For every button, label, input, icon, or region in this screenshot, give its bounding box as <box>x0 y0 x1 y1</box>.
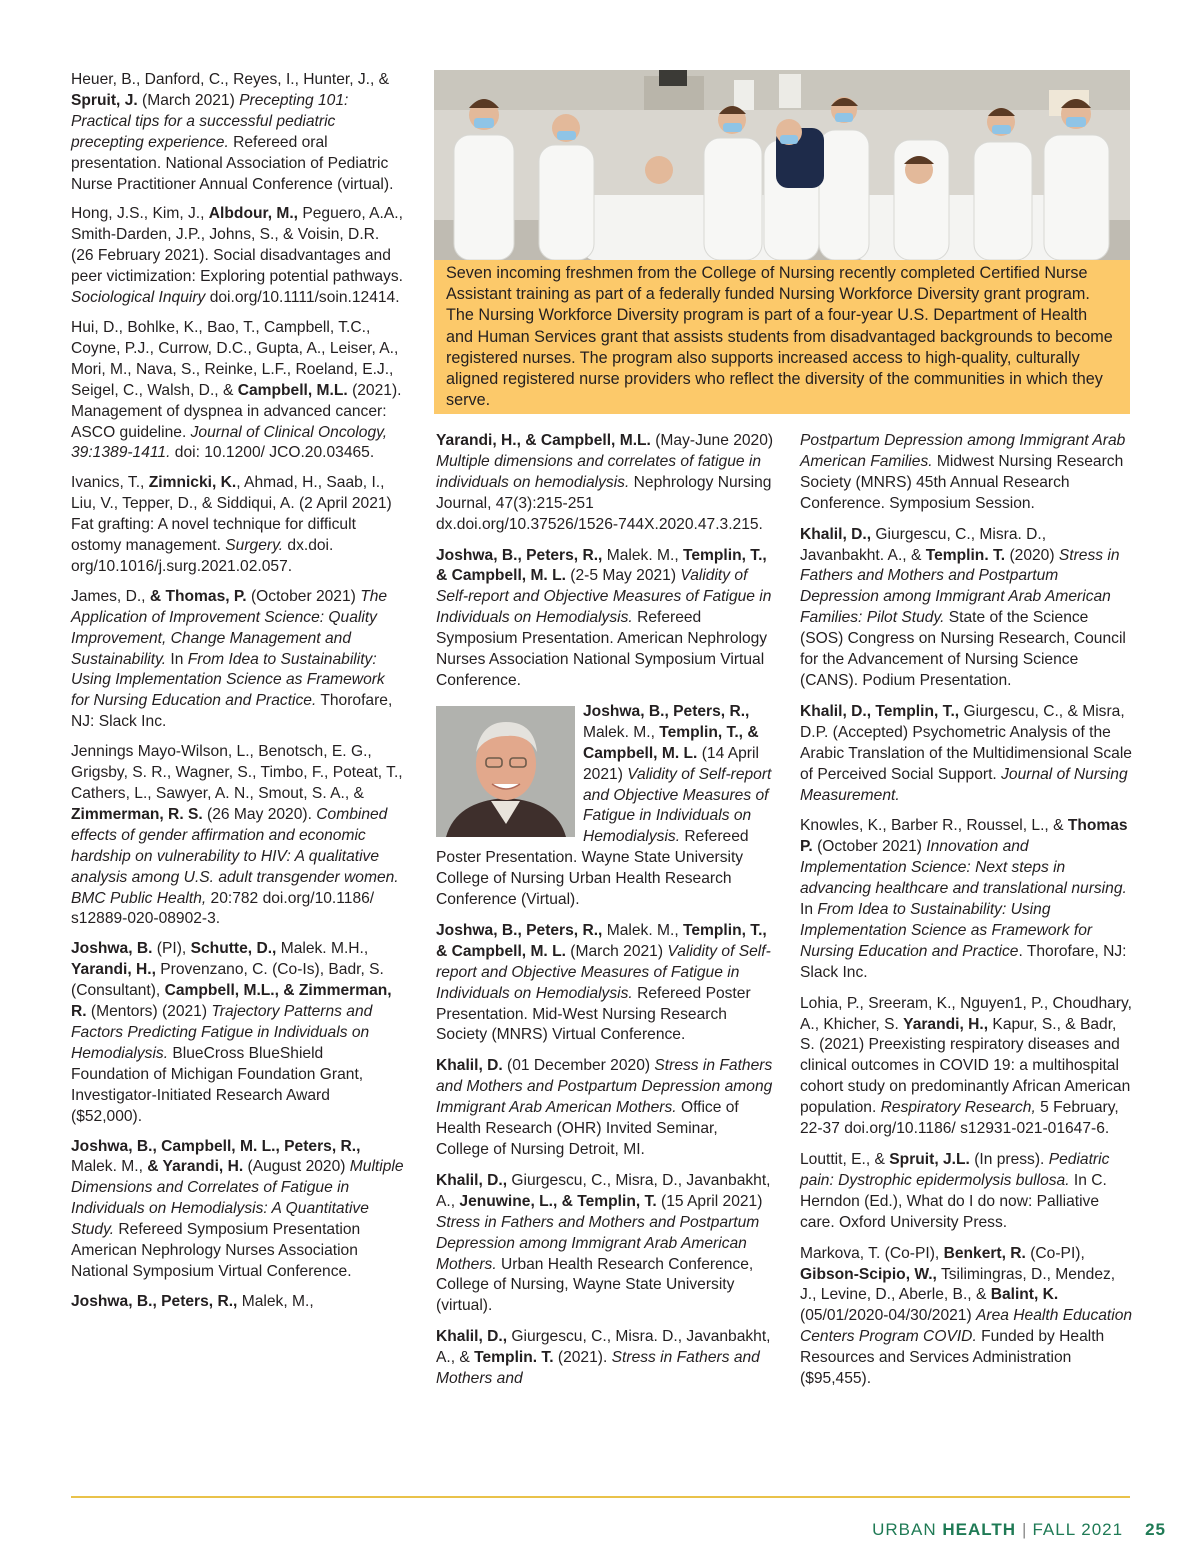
reference-entry: Khalil, D., Giurgescu, C., Misra, D., Javanbakht, A., Jenuwine, L., & Templin, T. (15 April 2021) Stress in Fathers and Mothers and Postpartum Depression among Immigrant Arab American Mothers. Urban Health Research Conference, College of Nursing, Wayne State University (virtual). <box>436 1171 771 1315</box>
reference-entry: Knowles, K., Barber R., Roussel, L., & Thomas P. (October 2021) Innovation and Implementation Science: Next steps in advancing healthcare and translational nursing. In From Idea to Sustainability: Using Implementation Science as Framework for Nursing Education and Practice. Thorofare, NJ: Slack Inc. <box>800 817 1128 981</box>
reference-entry: Lohia, P., Sreeram, K., Nguyen1, P., Choudhary, A., Khicher, S. Yarandi, H., Kapur, S., & Badr, S. (2021) Preexisting respiratory diseases and clinical outcomes in COVID 19: a multihospital cohort study on predominantly African American population. Respiratory Research, 5 February, 22-37 doi.org/10.1186/ s12931-021-01647-6. <box>800 994 1132 1138</box>
page-footer <box>872 1520 1166 1540</box>
reference-entry: Louttit, E., & Spruit, J.L. (In press). Pediatric pain: Dystrophic epidermolysis bullosa. In C. Herndon (Ed.), What do I do now: Palliative care. Oxford University Press. <box>800 1151 1110 1231</box>
reference-entry: Khalil, D. (01 December 2020) Stress in Fathers and Mothers and Postpartum Depression among Immigrant Arab American Mothers. Office of Health Research (OHR) Invited Seminar, College of Nursing Detroit, MI. <box>436 1057 773 1158</box>
left-column <box>71 70 405 1322</box>
reference-entry: Hui, D., Bohlke, K., Bao, T., Campbell, T.C., Coyne, P.J., Currow, D.C., Gupta, A., Leiser, A., Mori, M., Nava, S., Reinke, L.F., Roeland, E.J., Seigel, C., Walsh, D., & Campbell, M.L. (2021). Management of dyspnea in advanced cancer: ASCO guideline. Journal of Clinical Oncology, 39:1389-1411. doi: 10.1200/ JCO.20.03465. <box>71 318 402 462</box>
right-column <box>800 431 1134 1400</box>
reference-entry: Hong, J.S., Kim, J., Albdour, M., Peguero, A.A., Smith-Darden, J.P., Johns, S., & Voisin, D.R. (26 February 2021). Social disadvantages and peer victimization: Exploring potential pathways. Sociological Inquiry doi.org/10.1111/soin.12414. <box>71 205 403 307</box>
page-number: 25 <box>1145 1520 1166 1539</box>
reference-entry: Joshwa, B., Peters, R., Malek. M., Templin, T., & Campbell, M. L. (March 2021) Validity of Self-report and Objective Measures of Fatigue in Individuals on Hemodialysis. Refereed Poster Presentation. Mid-West Nursing Research Society (MNRS) Virtual Conference. <box>436 921 771 1044</box>
group-photo <box>434 70 1130 260</box>
reference-entry: Khalil, D., Giurgescu, C., Misra. D., Javanbakht. A., & Templin. T. (2020) Stress in Fathers and Mothers and Postpartum Depression among Immigrant Arab American Families: Pilot Study. State of the Science (SOS) Congress on Nursing Research, Council for the Advancement of Nursing Science (CANS). Podium Presentation. <box>800 525 1126 689</box>
reference-entry: Joshwa, B., Campbell, M. L., Peters, R., Malek. M., & Yarandi, H. (August 2020) Multiple Dimensions and Correlates of Fatigue in Individuals on Hemodialysis: A Quantitative Study. Refereed Symposium Presentation American Nephrology Nurses Association National Symposium Virtual Conference. <box>71 1137 404 1280</box>
reference-entry: James, D., & Thomas, P. (October 2021) The Application of Improvement Science: Quality Improvement, Change Management and Sustainability. In From Idea to Sustainability: Using Implementation Science as Framework for Nursing Education and Practice. Thorofare, NJ: Slack Inc. <box>71 587 393 731</box>
reference-entry: Joshwa, B., Peters, R., Malek. M., Templin, T., & Campbell, M. L. (14 April 2021) Validity of Self-report and Objective Measures of Fatigue in Individuals on Hemodialysis. Refereed Poster Presentation. Wayne State University College of Nursing Urban Health Research Conference (Virtual). <box>436 702 772 909</box>
reference-entry: Joshwa, B., Peters, R., Malek, M., <box>71 1292 314 1310</box>
reference-entry: Jennings Mayo-Wilson, L., Benotsch, E. G., Grigsby, S. R., Wagner, S., Timbo, F., Poteat, T., Cathers, L., Sawyer, A. N., Smout, S. A., & Zimmerman, R. S. (26 May 2020). Combined effects of gender affirmation and economic hardship on vulnerability to HIV: A qualitative analysis among U.S. adult transgender women. BMC Public Health, 20:782 doi.org/10.1186/ s12889-020-08902-3. <box>71 743 403 928</box>
reference-entry: Khalil, D., Templin, T., Giurgescu, C., & Misra, D.P. (Accepted) Psychometric Analysis of the Arabic Translation of the Multidimensional Scale of Perceived Social Support. Journal of Nursing Measurement. <box>800 702 1132 804</box>
reference-entry: Yarandi, H., & Campbell, M.L. (May-June 2020) Multiple dimensions and correlates of fatigue in individuals on hemodialysis. Nephrology Nursing Journal, 47(3):215-251 dx.doi.org/10.37526/1526-744X.2020.47.3.215. <box>436 432 774 533</box>
reference-entry: Ivanics, T., Zimnicki, K., Ahmad, H., Saab, I., Liu, V., Tepper, D., & Siddiqui, A. (2 April 2021) Fat grafting: A novel technique for difficult ostomy management. Surgery. dx.doi. org/10.1016/j.surg.2021.02.057. <box>71 474 392 575</box>
reference-entry: Khalil, D., Giurgescu, C., Misra. D., Javanbakht, A., & Templin. T. (2021). Stress in Fathers and Mothers and <box>436 1328 771 1388</box>
reference-entry: Markova, T. (Co-PI), Benkert, R. (Co-PI), Gibson-Scipio, W., Tsilimingras, D., Mendez, J., Levine, D., Aberle, B., & Balint, K. (05/01/2020-04/30/2021) Area Health Education Centers Program COVID. Funded by Health Resources and Services Administration ($95,455). <box>800 1244 1133 1388</box>
footer-separator: | <box>1022 1520 1027 1539</box>
reference-entry: Joshwa, B., Peters, R., Malek. M., Templin, T., & Campbell, M. L. (2-5 May 2021) Validity of Self-report and Objective Measures of Fatigue in Individuals on Hemodialysis. Refereed Symposium Presentation. American Nephrology Nurses Association National Symposium Virtual Conference. <box>436 546 772 689</box>
reference-entry: Joshwa, B. (PI), Schutte, D., Malek. M.H., Yarandi, H., Provenzano, C. (Co-Is), Badr, S. (Consultant), Campbell, M.L., & Zimmerman, R. (Mentors) (2021) Trajectory Patterns and Factors Predicting Fatigue in Individuals on Hemodialysis. BlueCross BlueShield Foundation of Michigan Foundation Grant, Investigator-Initiated Research Award ($52,000). <box>71 940 392 1125</box>
publication-name-light: URBAN <box>872 1520 943 1539</box>
reference-entry: Heuer, B., Danford, C., Reyes, I., Hunter, J., & Spruit, J. (March 2021) Precepting 101: Practical tips for a successful pediatric precepting experience. Refereed oral presentation. National Association of Pediatric Nurse Practitioner Annual Conference (virtual). <box>71 71 394 193</box>
issue-label: FALL 2021 <box>1032 1520 1124 1539</box>
photo-caption: Seven incoming freshmen from the College of Nursing recently completed Certified Nurse Assistant training as part of a federally funded Nursing Workforce Diversity grant program. The Nursing Workforce Diversity program is part of a four-year U.S. Department of Health and Human Services grant that assists students from disadvantaged backgrounds to become registered nurses. The program also supports increased access to high-quality, culturally aligned registered nurse providers who reflect the diversity of the communities in which they serve. <box>434 260 1130 414</box>
middle-column <box>436 431 774 1400</box>
reference-entry: Postpartum Depression among Immigrant Arab American Families. Midwest Nursing Research Society (MNRS) 45th Annual Research Conference. Symposium Session. <box>800 432 1126 512</box>
publication-name-bold: HEALTH <box>942 1520 1017 1539</box>
footer-divider <box>71 1496 1130 1498</box>
headshot-photo <box>436 706 575 837</box>
